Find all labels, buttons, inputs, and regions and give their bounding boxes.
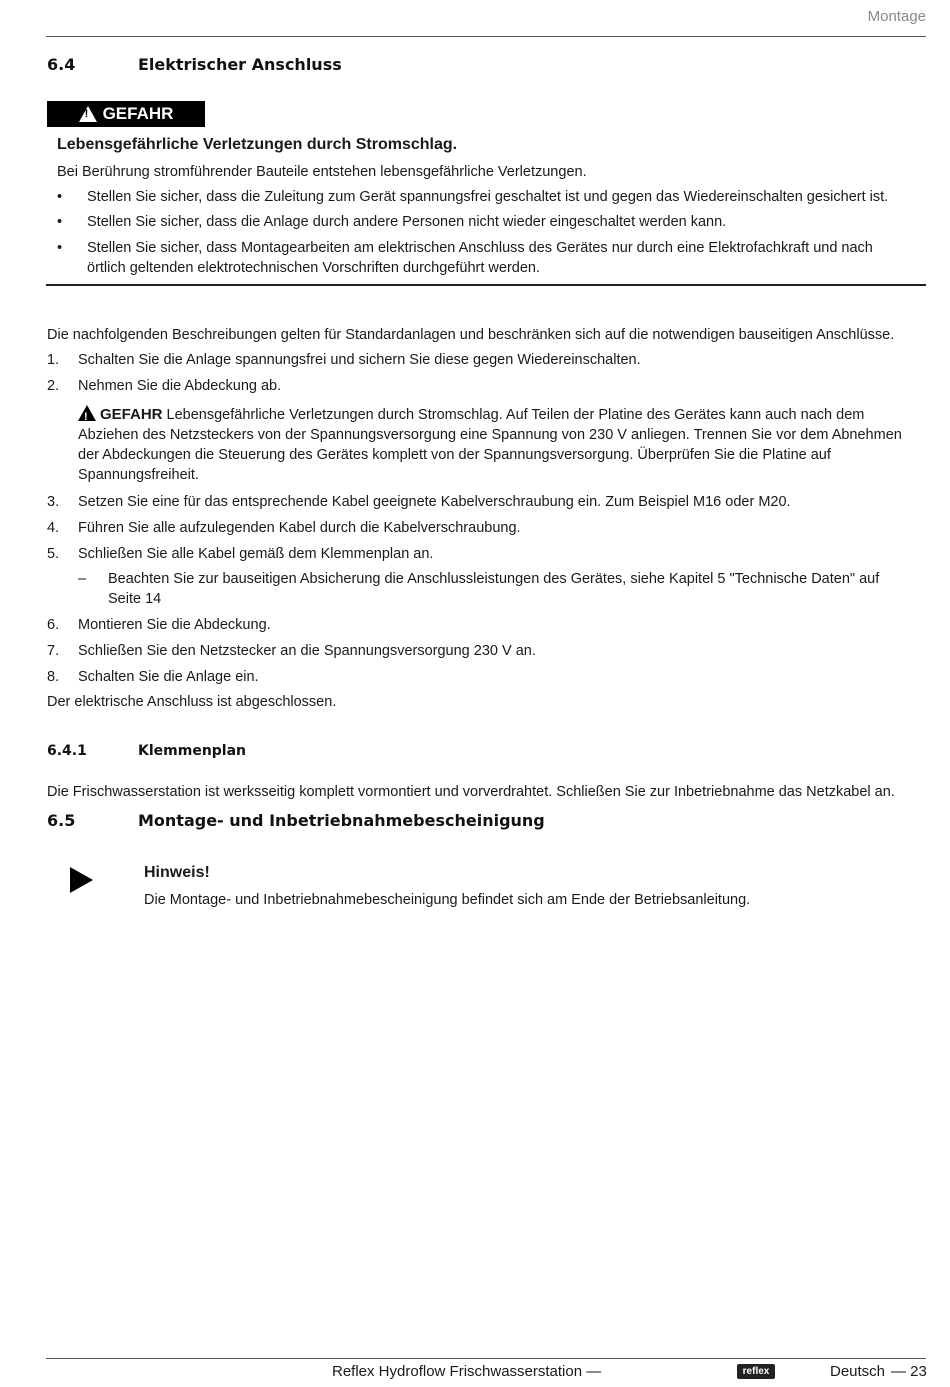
danger-bullet: Stellen Sie sicher, dass die Zuleitung zum Gerät spannungsfrei geschaltet ist und gegen das Wiedereinschalten gesichert ist.: [87, 189, 889, 205]
closing-text: Der elektrische Anschluss ist abgeschlossen.: [47, 694, 337, 710]
header-rule: [46, 36, 926, 37]
inline-danger-note: [78, 405, 910, 485]
note-text: Die Montage- und Inbetriebnahmebescheinigung befindet sich am Ende der Betriebsanleitung.: [144, 892, 751, 908]
sub-item-text: Beachten Sie zur bauseitigen Absicherung die Anschlussleistungen des Gerätes, siehe Kapitel 5 "Technische Daten" auf Seite 14: [108, 571, 880, 607]
running-header: Montage: [867, 8, 926, 25]
step-number: 8.: [47, 669, 60, 685]
bullet-marker: •: [57, 189, 63, 205]
step-number: 6.: [47, 617, 60, 633]
danger-bullet: Stellen Sie sicher, dass die Anlage durch andere Personen nicht wieder eingeschaltet werden kann.: [87, 214, 727, 230]
step-text: Schließen Sie alle Kabel gemäß dem Klemmenplan an.: [78, 546, 434, 562]
section-title: Elektrischer Anschluss: [138, 55, 342, 74]
danger-intro: Bei Berührung stromführender Bauteile entstehen lebensgefährliche Verletzungen.: [57, 164, 587, 180]
step-text: Schließen Sie den Netzstecker an die Spannungsversorgung 230 V an.: [78, 643, 536, 659]
sub-dash: –: [78, 571, 87, 587]
footer-product: Reflex Hydroflow Frischwasserstation —: [332, 1363, 602, 1380]
bullet-marker: •: [57, 240, 63, 256]
step-number: 4.: [47, 520, 60, 536]
intro-paragraph: Die nachfolgenden Beschreibungen gelten für Standardanlagen und beschränken sich auf die notwendigen bauseitigen Anschlüsse.: [47, 327, 895, 343]
warning-icon: [79, 106, 97, 122]
step-text: Montieren Sie die Abdeckung.: [78, 617, 271, 633]
subsection-text: Die Frischwasserstation ist werksseitig komplett vormontiert und vorverdrahtet. Schließen Sie zur Inbetriebnahme das Netzkabel an.: [47, 784, 895, 800]
step-text: Setzen Sie eine für das entsprechende Kabel geeignete Kabelverschraubung ein. Zum Beispiel M16 oder M20.: [78, 494, 791, 510]
step-text: Nehmen Sie die Abdeckung ab.: [78, 378, 282, 394]
step-text: Führen Sie alle aufzulegenden Kabel durch die Kabelverschraubung.: [78, 520, 521, 536]
step-text: Schalten Sie die Anlage ein.: [78, 669, 259, 685]
step-number: 2.: [47, 378, 60, 394]
note-heading: Hinweis!: [144, 864, 210, 881]
inline-danger-text: Lebensgefährliche Verletzungen durch Stromschlag. Auf Teilen der Platine des Gerätes kann auch nach dem Abziehen des Netzsteckers von der Spannungsversorgung eine Spannung von 230 V anliegen. Trennen Sie vor dem Abnehmen der Abdeckungen die Steuerung des Gerätes komplett von der Spannungsversorgung. Überprüfen Sie die Platine auf Spannungsfreiheit.: [78, 407, 902, 483]
danger-label: GEFAHR: [102, 104, 174, 123]
footer-language: Deutsch: [830, 1363, 886, 1380]
step-text: Schalten Sie die Anlage spannungsfrei und sichern Sie diese gegen Wiedereinschalten.: [78, 352, 641, 368]
subsection-title: Klemmenplan: [138, 743, 247, 759]
danger-box-rule: [46, 284, 926, 286]
play-arrow-icon: [70, 867, 93, 893]
danger-heading: Lebensgefährliche Verletzungen durch Stromschlag.: [57, 136, 458, 153]
footer-rule: [46, 1358, 926, 1359]
bullet-marker: •: [57, 214, 63, 230]
section-title: Montage- und Inbetriebnahmebescheinigung: [138, 811, 545, 830]
inline-danger-label: GEFAHR: [100, 406, 163, 423]
danger-banner: [47, 101, 205, 127]
section-number: 6.4: [47, 55, 76, 74]
step-number: 5.: [47, 546, 60, 562]
page-number: — 23: [891, 1363, 927, 1380]
subsection-number: 6.4.1: [47, 743, 87, 759]
section-number: 6.5: [47, 811, 76, 830]
warning-icon: [78, 405, 96, 421]
danger-bullet: Stellen Sie sicher, dass Montagearbeiten am elektrischen Anschluss des Gerätes nur durch eine Elektrofachkraft und nach örtlich geltenden elektrotechnischen Vorschriften durchgeführt werden.: [87, 240, 873, 276]
reflex-logo: reflex: [737, 1364, 775, 1379]
step-number: 3.: [47, 494, 60, 510]
step-number: 7.: [47, 643, 60, 659]
step-number: 1.: [47, 352, 60, 368]
